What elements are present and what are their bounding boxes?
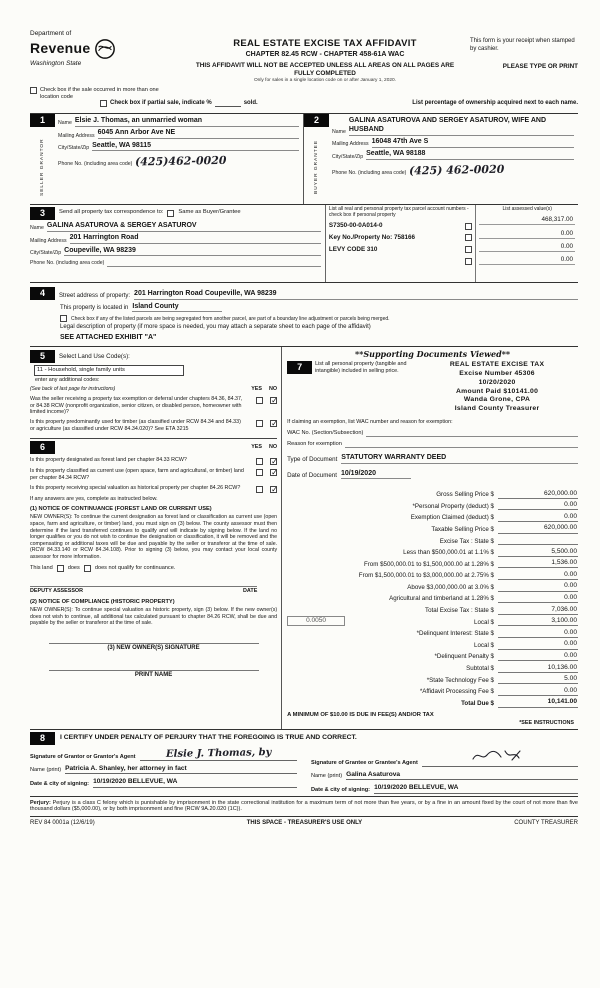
land-does-checkbox[interactable]: [57, 565, 64, 572]
reason-exemption-label: Reason for exemption: [287, 440, 342, 447]
historic-no-checkbox[interactable]: ✓: [271, 484, 278, 494]
seller-city-value: Seattle, WA 98115: [92, 142, 299, 152]
form-header: [30, 30, 578, 84]
parcel-id: Key No./Property No: 758166: [328, 233, 415, 241]
tax-row: Excise Tax : State $: [287, 534, 578, 546]
multi-location-label: Check box if the sale occurred in more than one location code: [40, 86, 159, 100]
historic-yes-checkbox[interactable]: [256, 486, 263, 493]
tax-row: From $500,000.01 to $1,500,000.00 at 1.28% $ 1,536.00: [363, 559, 577, 568]
supporting-documents-note: **Supporting Documents Viewed**: [355, 349, 511, 360]
tax-row: Above $3,000,000.00 at 3.0% $ 0.00: [407, 582, 577, 591]
corr-phone-field[interactable]: [107, 259, 321, 267]
scope-note: Only for sales in a single location code on or after January 1, 2020.: [253, 77, 397, 83]
historic-question-row: [30, 485, 277, 493]
stamp-line: REAL ESTATE EXCISE TAX: [449, 361, 545, 369]
tax-row: *Delinquent Interest: State $ 0.00: [416, 628, 577, 638]
does-label: does: [67, 565, 80, 572]
yes-header-2: YES: [251, 444, 262, 451]
stamp-line: 10/20/2020: [478, 378, 516, 386]
tax-calculation-table: [287, 487, 578, 707]
assessed-values-header: List assessed value(s): [502, 205, 552, 212]
buyer-city-label: City/State/Zip: [332, 153, 364, 160]
current-use-yes-checkbox[interactable]: [256, 469, 263, 476]
multi-location-checkbox[interactable]: [30, 87, 37, 94]
minimum-due-note: A MINIMUM OF $10.00 IS DUE IN FEE(S) AND/OR TAX: [287, 711, 434, 718]
current-use-no-checkbox[interactable]: ✓: [271, 468, 278, 478]
stamp-line: Wanda Grone, CPA: [463, 396, 531, 404]
parcel-personal-checkbox[interactable]: [465, 258, 472, 265]
form-title: REAL ESTATE EXCISE TAX AFFIDAVIT: [233, 38, 417, 49]
section-7-badge: 7: [287, 361, 312, 374]
assessed-value: 0.00: [479, 256, 575, 265]
treasurer-stamp: [416, 361, 578, 414]
excise-tax-column: [282, 347, 578, 728]
corr-mailing-value: 201 Harrington Road: [70, 234, 321, 244]
completion-warning: THIS AFFIDAVIT WILL NOT BE ACCEPTED UNLESS ALL AREAS ON ALL PAGES ARE FULLY COMPLETED: [195, 61, 455, 77]
washington-state-label: Washington State: [30, 60, 82, 68]
buyer-name-value: GALINA ASATUROVA AND SERGEY ASATUROV, WIFE AND HUSBAND: [349, 117, 574, 136]
type-or-print-note: PLEASE TYPE OR PRINT: [502, 63, 578, 70]
street-address-value: 201 Harrington Road Coupeville, WA 98239: [134, 290, 578, 300]
same-as-buyer-label: Same as Buyer/Grantee: [178, 209, 241, 216]
section-2-badge: 2: [304, 114, 329, 127]
chapter-subtitle: CHAPTER 82.45 RCW - CHAPTER 458-61A WAC: [245, 50, 405, 58]
additional-codes-label: enter any additional codes:: [35, 377, 100, 384]
dor-logo-block: [30, 30, 180, 84]
parcel-personal-checkbox[interactable]: [465, 223, 472, 230]
tax-row: Less than $500,000.01 at 1.1% $ 5,500.00: [403, 547, 577, 557]
corr-name-value: GALINA ASATUROVA & SERGEY ASATUROV: [47, 222, 321, 232]
grantee-signature-handwritten: [470, 748, 530, 763]
land-use-column: [30, 347, 282, 728]
tax-row: *Personal Property (deduct) $ 0.00: [412, 501, 577, 510]
notice-compliance-body: NEW OWNER(S): To continue special valuation as historic property, sign (3) below. If the new owner(s) does not wish to continue, all additional tax calculated pursuant to chapter 84.26 RCW, shall be due and payable by the seller or transferor at the time of sale.: [30, 607, 278, 627]
does-not-label: does not qualify for continuance.: [94, 565, 176, 572]
grantor-signature-handwritten: Elsie J. Thomas, by: [165, 746, 272, 760]
buyer-city-value: Seattle, WA 98188: [366, 150, 574, 160]
parcel-id: S7350-00-0A014-0: [328, 222, 383, 230]
grantor-name-print-label: Name (print): [30, 767, 62, 774]
tax-row: Gross Selling Price $ 620,000.00: [436, 489, 577, 499]
no-header-2: NO: [268, 444, 278, 451]
reason-exemption-field[interactable]: [345, 447, 578, 448]
parcel-id: LEVY CODE 310: [328, 245, 378, 253]
section-1-badge: 1: [30, 114, 55, 127]
stamp-line: Excise Number 45306: [459, 369, 535, 377]
doc-date-label: Date of Document: [287, 471, 337, 479]
timber-no-checkbox[interactable]: ✓: [271, 418, 278, 428]
corr-city-label: City/State/Zip: [30, 249, 62, 256]
exemption-yes-checkbox[interactable]: [256, 397, 263, 404]
current-use-question: Is this property classified as current use (open space, farm and agricultural, or timber) land per chapter 84.34 RCW?: [30, 468, 244, 481]
grantee-date-label: Date & city of signing:: [311, 786, 371, 793]
tax-row-subtotal: Subtotal $ 10,136.00: [466, 663, 577, 673]
tax-row: *Affidavit Processing Fee $ 0.00: [419, 686, 577, 696]
buyer-grantee-side-label: BUYER GRANTEE: [314, 139, 319, 194]
parcel-row: [329, 222, 472, 230]
doc-type-value: STATUTORY WARRANTY DEED: [341, 454, 578, 464]
perjury-text: Perjury is a class C felony which is punishable by imprisonment in the state correctional institution for a maximum term of not more than five years, or by a fine in an amount fixed by the court of not more than five thousand dollars ($5,000.00), or by both imprisonment and fine (RCW 9A.20.020 (1C)).: [30, 799, 578, 813]
tax-row: Taxable Selling Price $ 620,000.00: [431, 524, 577, 533]
form-number: REV 84 0001a (12/6/19): [30, 820, 95, 827]
corr-name-label: Name: [30, 225, 44, 232]
tax-row-total-due: Total Due $ 10,141.00: [461, 698, 577, 707]
grantee-name-print-value: Galina Asaturova: [346, 771, 578, 780]
located-in-value: Island County: [132, 303, 222, 313]
seller-phone-label: Phone No. (including area code): [58, 161, 133, 168]
notice-compliance-title: (2) NOTICE OF COMPLIANCE (HISTORIC PROPERTY): [30, 599, 175, 606]
if-yes-note: If any answers are yes, complete as instructed below.: [30, 495, 158, 502]
partial-sale-checkbox[interactable]: [100, 100, 107, 107]
form-footer: [30, 820, 578, 828]
assessed-value: 0.00: [479, 230, 575, 239]
section-4-badge: 4: [30, 287, 55, 300]
see-instructions-note: *SEE INSTRUCTIONS: [519, 719, 574, 726]
same-as-buyer-checkbox[interactable]: [167, 210, 174, 217]
segregated-parcels-label: Check box if any of the listed parcels are being segregated from another parcel, are part of a boundary line adjustment or parcels being merged.: [71, 315, 390, 322]
tax-row: From $1,500,000.01 to $3,000,000.00 at 2.75% $ 0.00: [358, 570, 577, 580]
top-check-options: [30, 87, 578, 111]
segregated-parcels-checkbox[interactable]: [60, 315, 67, 322]
timber-question-row: [30, 419, 277, 432]
current-use-question-row: [30, 468, 277, 481]
partial-sale-percent-field[interactable]: [215, 100, 241, 107]
property-address-section: [30, 283, 578, 348]
section-8-badge: 8: [30, 732, 55, 745]
doc-date-value: 10/19/2020: [341, 470, 411, 480]
county-treasurer-label: COUNTY TREASURER: [514, 820, 578, 827]
section-3-badge: 3: [30, 207, 55, 220]
notice-continuance-title: (1) NOTICE OF CONTINUANCE (FOREST LAND OR CURRENT USE): [30, 506, 212, 513]
seller-name-label: Name: [58, 120, 72, 127]
seller-name-value: Elsie J. Thomas, an unmarried woman: [75, 117, 299, 127]
personal-property-label: List all personal property (tangible and intangible) included in selling price.: [315, 361, 407, 374]
wac-number-field[interactable]: [366, 436, 578, 437]
exemption-claim-note: If claiming an exemption, list WAC number and reason for exemption:: [287, 419, 453, 426]
certify-statement: I CERTIFY UNDER PENALTY OF PERJURY THAT THE FOREGOING IS TRUE AND CORRECT.: [60, 733, 357, 741]
certification-section: [30, 730, 578, 797]
perjury-lead: Perjury:: [30, 799, 51, 806]
grantee-name-print-label: Name (print): [311, 773, 343, 780]
grantee-signature-label: Signature of Grantee or Grantee's Agent: [311, 760, 418, 767]
grantor-date-label: Date & city of signing:: [30, 780, 90, 787]
this-land-label: This land: [30, 565, 53, 572]
parcel-numbers-header: List all real and personal property tax parcel account numbers - check box if personal property: [328, 205, 469, 218]
seller-grantor-side-label: SELLER GRANTOR: [40, 137, 45, 196]
buyer-mailing-label: Mailing Address: [332, 141, 369, 148]
grantee-signature-block: [311, 748, 578, 794]
forest-land-question: Is this property designated as forest land per chapter 84.33 RCW?: [30, 457, 187, 464]
tax-correspondence-section: [30, 205, 578, 283]
tax-row: Local $ 0.00: [474, 640, 577, 649]
seller-mailing-label: Mailing Address: [58, 132, 95, 139]
see-back-note: (See back of last page for instructions): [30, 386, 116, 393]
land-does-not-checkbox[interactable]: [84, 565, 91, 572]
stamp-line: Island County Treasurer: [454, 405, 540, 413]
no-header: NO: [268, 386, 278, 393]
land-use-code-field[interactable]: 11 - Household, single family units: [34, 365, 184, 376]
treasurer-space-label: THIS SPACE - TREASURER'S USE ONLY: [246, 820, 363, 827]
section-6-badge: 6: [30, 441, 55, 454]
grantee-date-value: 10/19/2020 BELLEVUE, WA: [374, 784, 578, 793]
forest-yes-checkbox[interactable]: [256, 458, 263, 465]
exemption-question: Was the seller receiving a property tax exemption or deferral under chapters 84.36, 84.37, or 84.38 RCW (nonprofit organization, senior citizen, or disabled person, homeowner with limited income)?: [30, 395, 243, 416]
tax-row: Agricultural and timberland at 1.28% $ 0.00: [389, 594, 577, 603]
parcel-personal-checkbox[interactable]: [465, 234, 472, 241]
tax-row-total-state: Total Excise Tax : State $ 7,036.00: [424, 605, 577, 615]
wac-number-label: WAC No. (Section/Subsection): [287, 429, 364, 436]
parcel-row: [329, 246, 472, 254]
seller-phone-handwritten: (425)462-0020: [135, 153, 228, 169]
land-use-label: Select Land Use Code(s):: [59, 352, 130, 360]
partial-sale-label: Check box if partial sale, indicate %: [110, 99, 212, 106]
deputy-assessor-label: DEPUTY ASSESSOR: [30, 588, 84, 595]
grantor-date-value: 10/19/2020 BELLEVUE, WA: [93, 778, 297, 787]
seller-mailing-value: 6045 Ann Arbor Ave NE: [98, 129, 299, 139]
assessed-value: 468,317.00: [479, 216, 575, 225]
yes-header: YES: [251, 386, 262, 393]
street-address-label: Street address of property:: [59, 292, 131, 299]
seller-city-label: City/State/Zip: [58, 144, 90, 151]
tax-row: *Delinquent Penalty $ 0.00: [434, 651, 577, 661]
parcel-personal-checkbox[interactable]: [465, 246, 472, 253]
buyer-name-label: Name: [332, 129, 346, 136]
partial-sale-suffix: sold.: [243, 99, 258, 106]
timber-yes-checkbox[interactable]: [256, 420, 263, 427]
date-label: DATE: [243, 588, 258, 595]
print-name-label: PRINT NAME: [49, 670, 259, 680]
exemption-question-row: [30, 396, 277, 416]
doc-type-label: Type of Document: [287, 455, 338, 463]
corr-mailing-label: Mailing Address: [30, 237, 67, 244]
assessed-value: 0.00: [479, 243, 575, 252]
legal-description-value: SEE ATTACHED EXHIBIT "A": [60, 334, 157, 342]
tax-row: *State Technology Fee $ 5.00: [426, 675, 577, 684]
timber-question: Is this property predominantly used for timber (as classified under RCW 84.34 and 84.33) or agriculture (as classified under RCW 84.34.020)? See ETA 3215: [30, 418, 241, 432]
located-in-label: This property is located in: [60, 304, 129, 311]
buyer-phone-label: Phone No. (including area code): [332, 169, 407, 176]
corr-city-value: Coupeville, WA 98239: [64, 247, 321, 257]
dor-logo-icon: [94, 38, 116, 60]
tax-row-local: 0.0050 Local $ 3,100.00: [287, 615, 578, 627]
buyer-mailing-value: 16048 47th Ave S: [372, 138, 574, 148]
buyer-section: [304, 114, 578, 204]
receipt-note: This form is your receipt when stamped by cashier.: [470, 38, 575, 52]
exemption-no-checkbox[interactable]: ✓: [271, 395, 278, 405]
forest-land-question-row: [30, 457, 277, 465]
grantor-signature-label: Signature of Grantor or Grantor's Agent: [30, 754, 136, 761]
buyer-phone-handwritten: (425) 462-0020: [409, 162, 505, 178]
send-correspondence-label: Send all property tax correspondence to:: [59, 209, 164, 216]
tax-row: Exemption Claimed (deduct) $ 0.00: [410, 512, 577, 522]
parcel-row: [329, 234, 472, 242]
forest-no-checkbox[interactable]: ✓: [271, 457, 278, 467]
new-owner-signature-label: (3) NEW OWNER(S) SIGNATURE: [49, 643, 259, 653]
seller-section: [30, 114, 304, 204]
stamp-line: Amount Paid $10141.00: [455, 387, 539, 395]
legal-description-label: Legal description of property (if more space is needed, you may attach a separate sheet to each page of the affidavit): [60, 324, 371, 331]
perjury-statement: [30, 800, 578, 818]
corr-phone-label: Phone No. (including area code): [30, 260, 105, 267]
notice-continuance-body: NEW OWNER(S): To continue the current designation as forest land or classification as current use (open space, farm and agriculture, or timber) land, you must sign on (3) below. The county assessor must then determine if the land transferred continues to qualify and will indicate by signing below. If the land no longer qualifies or you do not wish to continue the designation or classification, it will be removed and the compensating or additional taxes will be due and payable by the seller or transferor at the time of sale. (RCW 84.33.140 or RCW 84.34.108). Prior to signing (3) below, you may contact your local county assessor for more information.: [30, 514, 278, 560]
parcel-row: [329, 258, 472, 265]
revenue-wordmark: Revenue: [30, 40, 91, 57]
grantor-signature-block: [30, 748, 297, 794]
local-rate-box: 0.0050: [287, 616, 345, 626]
dept-of-label: Department of: [30, 30, 72, 37]
ownership-percentage-note: List percentage of ownership acquired next to each name.: [412, 99, 578, 106]
section-5-badge: 5: [30, 350, 55, 363]
grantor-name-print-value: Patricia A. Shanley, her attorney in fact: [65, 765, 297, 774]
historic-question: Is this property receiving special valuation as historical property per chapter 84.26 RCW?: [30, 484, 241, 491]
